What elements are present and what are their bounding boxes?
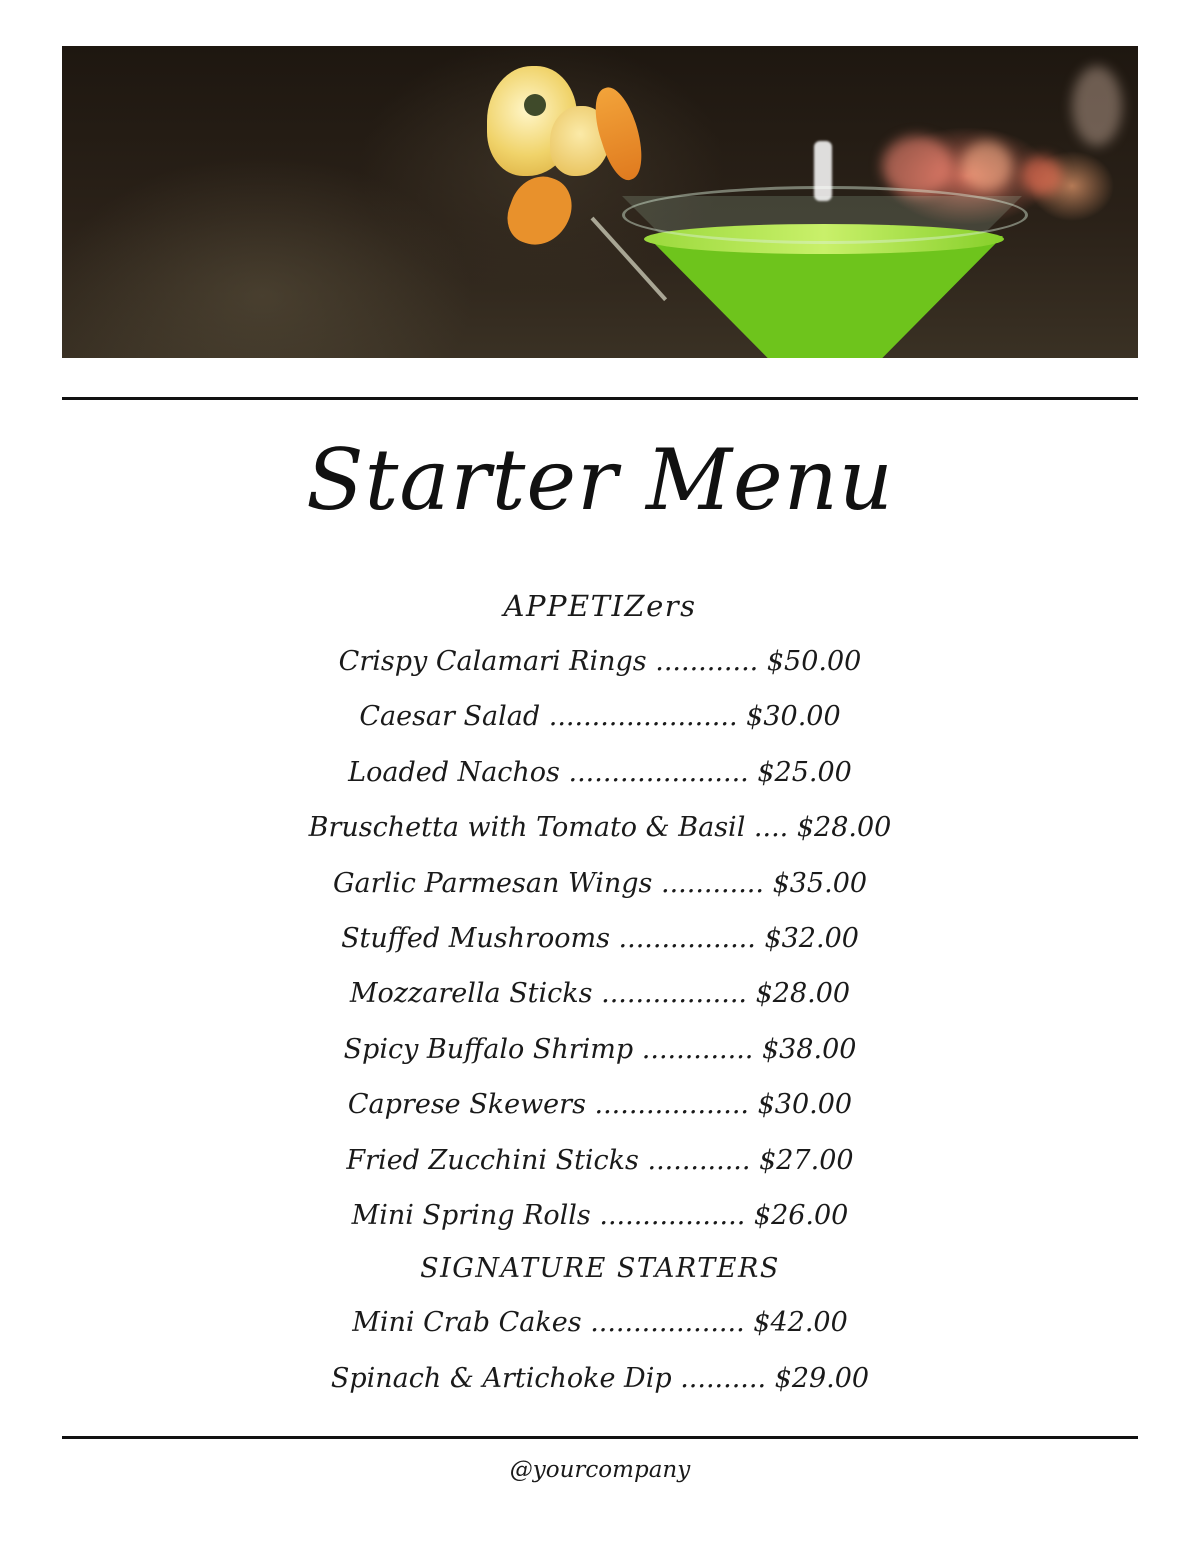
menu-list bbox=[0, 578, 1200, 1406]
menu-item bbox=[0, 1295, 1200, 1350]
cocktail-liquid bbox=[647, 236, 1003, 358]
item-price: $42.00 bbox=[753, 1307, 848, 1339]
section-heading-signature-starters: SIGNATURE STARTERS bbox=[420, 1253, 780, 1285]
garnish-olive bbox=[524, 94, 546, 116]
dot-leader: ...................... bbox=[548, 701, 738, 733]
item-name: Mozzarella Sticks bbox=[349, 978, 593, 1010]
item-price: $30.00 bbox=[757, 1089, 853, 1121]
dot-leader: ..................... bbox=[568, 756, 749, 788]
item-name: Bruschetta with Tomato & Basil bbox=[308, 812, 746, 844]
item-price: $32.00 bbox=[764, 923, 859, 955]
item-name: Stuffed Mushrooms bbox=[341, 923, 610, 955]
top-divider bbox=[62, 397, 1138, 400]
item-name: Fried Zucchini Sticks bbox=[346, 1144, 639, 1176]
menu-item bbox=[0, 1022, 1200, 1077]
dot-leader: ................. bbox=[601, 978, 748, 1010]
menu-item bbox=[0, 689, 1200, 744]
item-price: $38.00 bbox=[761, 1033, 857, 1065]
dot-leader: ................. bbox=[599, 1200, 746, 1232]
item-price: $28.00 bbox=[755, 978, 851, 1010]
menu-item bbox=[0, 1351, 1200, 1406]
dot-leader: ............ bbox=[647, 1144, 751, 1176]
item-name: Garlic Parmesan Wings bbox=[332, 867, 653, 899]
bokeh-light bbox=[1072, 66, 1122, 146]
menu-item bbox=[0, 1188, 1200, 1243]
dot-leader: ............. bbox=[641, 1033, 754, 1065]
item-price: $50.00 bbox=[766, 646, 862, 677]
bottom-divider bbox=[62, 1436, 1138, 1439]
glass-highlight bbox=[814, 141, 832, 201]
item-name: Caesar Salad bbox=[359, 701, 541, 733]
bokeh-light bbox=[962, 141, 1012, 191]
dot-leader: ................ bbox=[618, 923, 756, 955]
item-name: Mini Crab Cakes bbox=[352, 1307, 582, 1339]
dot-leader: ............ bbox=[660, 867, 764, 899]
bokeh-light bbox=[1022, 156, 1062, 196]
dot-leader: ............ bbox=[655, 646, 759, 677]
item-price: $25.00 bbox=[757, 756, 852, 788]
dot-leader: .......... bbox=[680, 1362, 767, 1394]
item-name: Loaded Nachos bbox=[348, 756, 560, 788]
dot-leader: .................. bbox=[594, 1089, 750, 1121]
footer-handle: @yourcompany bbox=[509, 1457, 691, 1483]
item-price: $26.00 bbox=[753, 1200, 849, 1232]
item-price: $30.00 bbox=[746, 701, 841, 733]
item-name: Spinach & Artichoke Dip bbox=[330, 1362, 672, 1394]
item-name: Spicy Buffalo Shrimp bbox=[343, 1033, 634, 1065]
section-heading-appetizers: APPETIZers bbox=[503, 589, 697, 623]
item-price: $28.00 bbox=[796, 812, 892, 844]
menu-item bbox=[0, 800, 1200, 855]
item-price: $29.00 bbox=[774, 1362, 870, 1394]
menu-item bbox=[0, 966, 1200, 1021]
menu-item bbox=[0, 911, 1200, 966]
dot-leader: .... bbox=[753, 812, 789, 844]
menu-item bbox=[0, 745, 1200, 800]
garnish-peel bbox=[500, 168, 580, 254]
header-cocktail-image bbox=[62, 46, 1138, 358]
item-name: Mini Spring Rolls bbox=[351, 1200, 591, 1232]
menu-item bbox=[0, 1133, 1200, 1188]
item-price: $35.00 bbox=[772, 867, 868, 899]
dot-leader: .................. bbox=[590, 1307, 745, 1339]
page-title: Starter Menu bbox=[306, 431, 894, 529]
item-name: Caprese Skewers bbox=[347, 1089, 586, 1121]
menu-item bbox=[0, 634, 1200, 689]
menu-item bbox=[0, 856, 1200, 911]
menu-item bbox=[0, 1077, 1200, 1132]
item-name: Crispy Calamari Rings bbox=[338, 646, 647, 677]
item-price: $27.00 bbox=[759, 1144, 854, 1176]
